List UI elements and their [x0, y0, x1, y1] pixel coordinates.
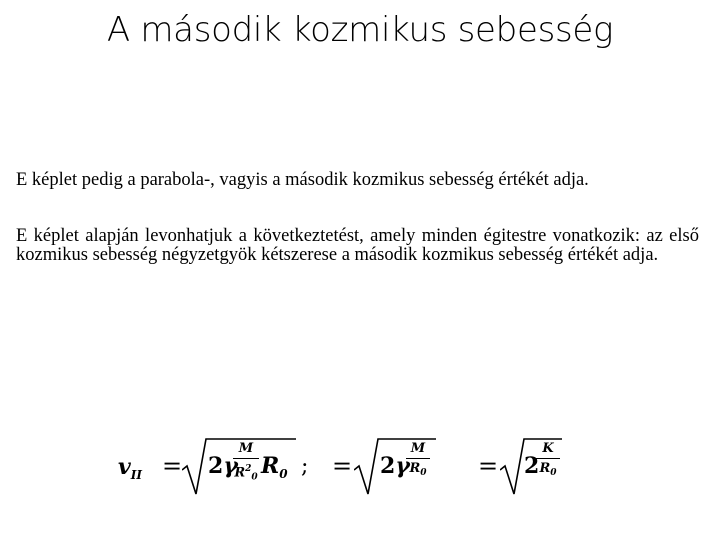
- paragraph-parabola-velocity: E képlet pedig a parabola-, vagyis a második kozmikus sebesség értékét adja.: [16, 170, 589, 190]
- equals-sign-1: =: [162, 452, 183, 480]
- term2-fraction-bar: [406, 458, 430, 459]
- term2-numerator: M: [410, 441, 426, 456]
- formula-lhs: [118, 454, 142, 514]
- slide-title: A második kozmikus sebesség: [106, 10, 614, 50]
- term2-fraction: [406, 440, 430, 478]
- term3-coefficient: 2: [524, 453, 540, 479]
- second-cosmic-velocity-formula: [118, 436, 598, 496]
- equals-sign-3: =: [478, 452, 499, 480]
- term2-denominator: $R_0$: [409, 461, 427, 478]
- term1-fraction: [233, 440, 259, 483]
- equals-sign-2: =: [332, 452, 353, 480]
- term3-fraction-bar: [536, 458, 560, 459]
- term3-fraction: [536, 440, 560, 478]
- term3-numerator: K: [542, 441, 554, 456]
- term1-radius: $R_0$: [261, 453, 288, 481]
- velocity-symbol: v: [118, 454, 131, 480]
- term1-fraction-bar: [233, 458, 259, 459]
- term1-numerator: M: [238, 441, 254, 456]
- term2-coefficient: 2γ: [380, 453, 410, 479]
- term1-denominator: $R^2_0$: [234, 464, 258, 483]
- formula-separator: ;: [301, 454, 309, 479]
- term3-denominator: $R_0$: [539, 461, 557, 478]
- paragraph-conclusion: E képlet alapján levonhatjuk a következtetést, amely minden égitestre vonatkozik: az első kozmikus sebesség négyzetgyök kétszerese a második kozmikus sebesség értékét adja.: [16, 226, 699, 265]
- term1-coefficient: 2γ: [208, 453, 238, 479]
- velocity-subscript: II: [130, 468, 143, 482]
